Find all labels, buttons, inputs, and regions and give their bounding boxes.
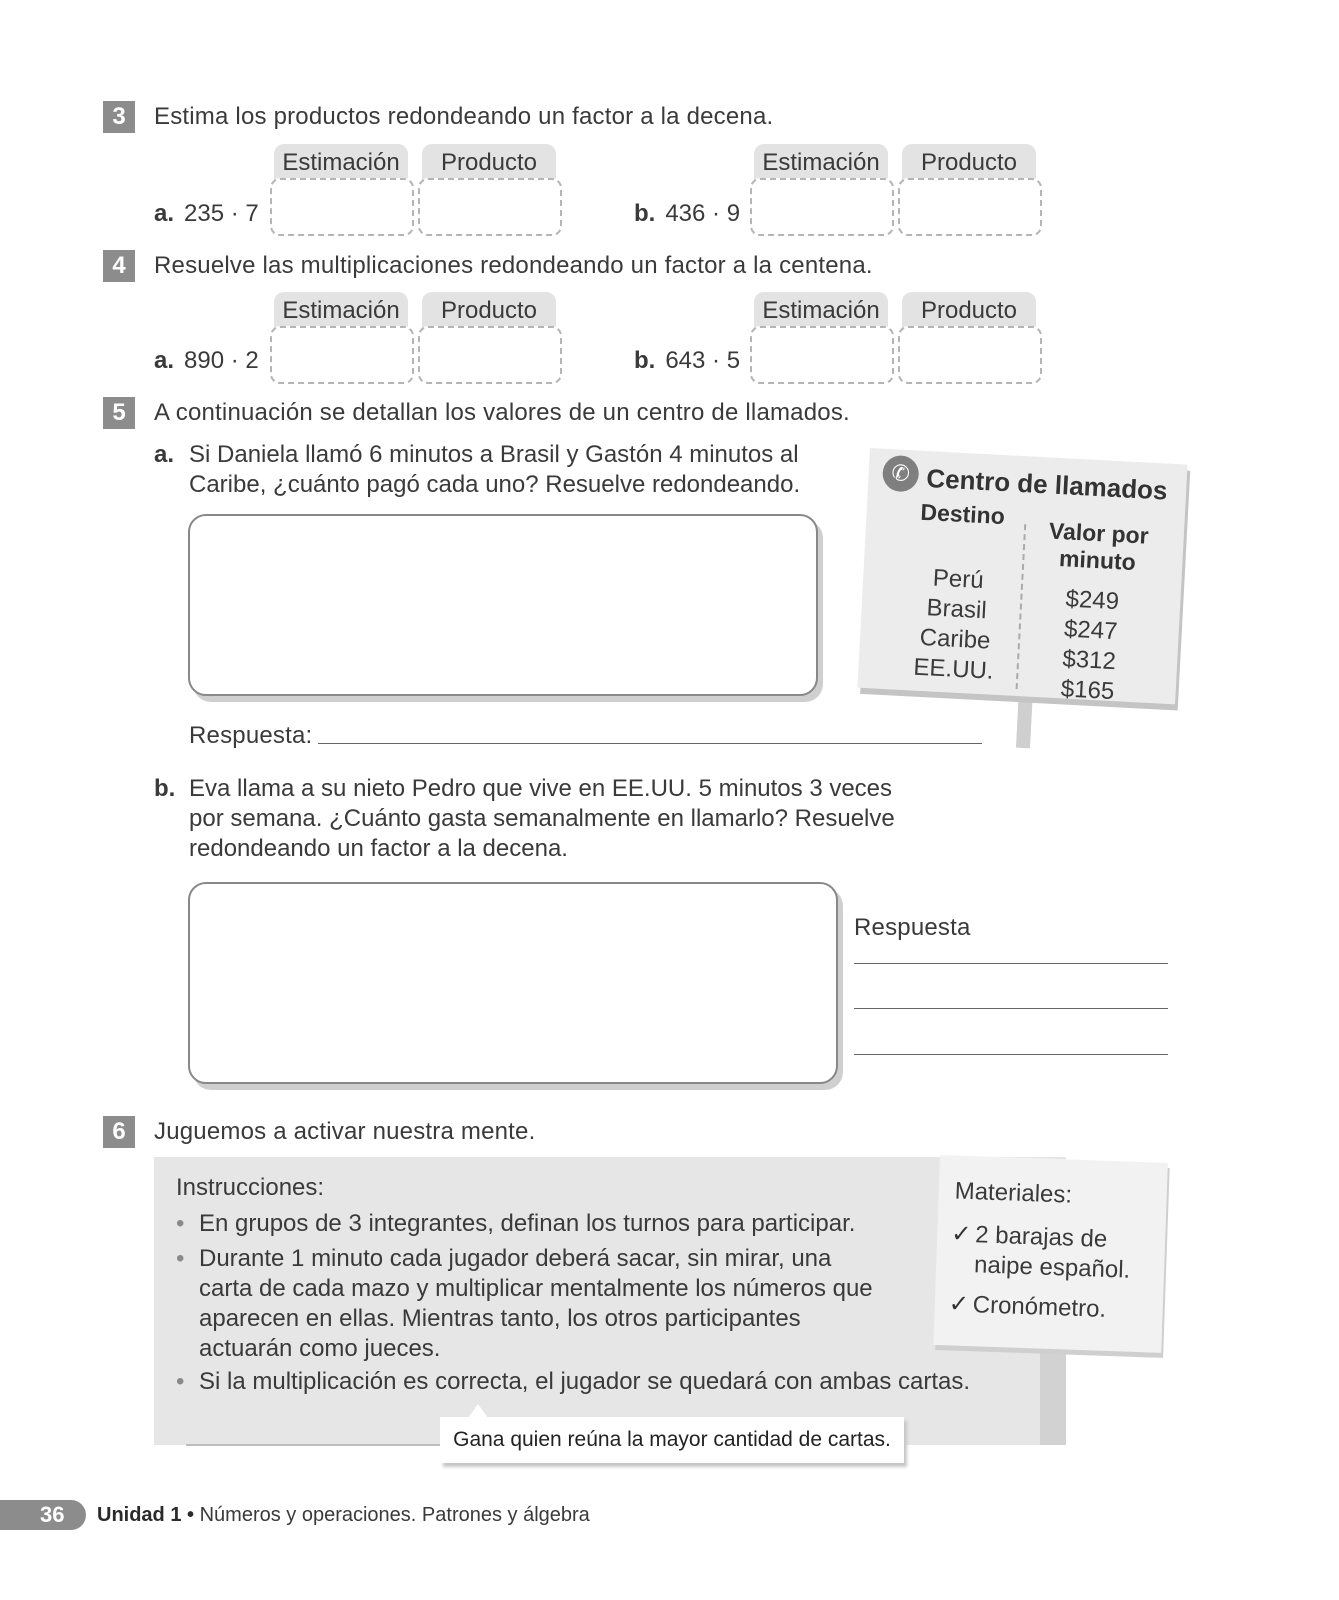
item-letter: a.	[154, 347, 175, 374]
column-divider	[1016, 524, 1027, 689]
multiplication-expression: 235 · 7	[184, 200, 259, 227]
item-letter: a.	[154, 441, 175, 468]
callout-pointer	[468, 1404, 488, 1418]
task-number-badge: 3	[103, 101, 135, 133]
item-letter: b.	[634, 347, 656, 374]
question-b	[154, 774, 929, 864]
column-header-producto: Producto	[902, 292, 1036, 328]
materials-card	[933, 1155, 1167, 1353]
task-title: Estima los productos redondeando un factor a la decena.	[154, 103, 774, 130]
item-b	[634, 200, 740, 228]
task-title: A continuación se detallan los valores de un centro de llamados.	[154, 399, 850, 426]
footer-unit	[97, 1500, 590, 1530]
instruction-text: Durante 1 minuto cada jugador deberá sacar, sin mirar, una carta de cada mazo y multiplicar mentalmente los números que aparecen en ellas. Mientras tanto, los otros participantes actuarán como jueces.	[199, 1245, 873, 1362]
instruction-text: Si la multiplicación es correcta, el jugador se quedará con ambas cartas.	[199, 1368, 971, 1395]
destino-cell: EE.UU.	[912, 653, 995, 685]
column-header-producto: Producto	[422, 144, 556, 180]
producto-answer-box[interactable]	[898, 326, 1042, 384]
page-number: 36	[40, 1502, 65, 1527]
column-header-producto: Producto	[422, 292, 556, 328]
column-header-estimacion: Estimación	[754, 292, 888, 328]
multiplication-expression: 436 · 9	[665, 200, 741, 227]
item-letter: b.	[634, 200, 656, 227]
valor-cell: $247	[1063, 615, 1119, 646]
checkmark-icon: ✓	[948, 1290, 970, 1319]
multiplication-expression: 643 · 5	[665, 347, 741, 374]
column-header-estimacion: Estimación	[274, 144, 408, 180]
unit-subtitle: Números y operaciones. Patrones y álgebra	[199, 1504, 590, 1526]
panel-bottom-line	[186, 1444, 440, 1446]
column-header-estimacion: Estimación	[754, 144, 888, 180]
valor-cell: $312	[1061, 645, 1117, 676]
call-center-table	[857, 448, 1187, 704]
destino-cell: Caribe	[919, 623, 992, 655]
callout-note: Gana quien reúna la mayor cantidad de cartas.	[440, 1417, 904, 1463]
question-text: Eva llama a su nieto Pedro que vive en EE.UU. 5 minutos 3 veces por semana. ¿Cuánto gasta semanalmente en llamarlo? Resuelve redondeando un factor a la decena.	[189, 775, 895, 862]
checkmark-icon: ✓	[950, 1220, 972, 1249]
panel-fold	[1040, 1345, 1066, 1445]
destino-cell: Perú	[932, 564, 985, 595]
answer-line[interactable]	[854, 963, 1168, 964]
destino-cell: Brasil	[925, 594, 988, 625]
producto-answer-box[interactable]	[418, 326, 562, 384]
estimacion-answer-box[interactable]	[270, 178, 414, 236]
item-letter: b.	[154, 775, 176, 802]
answer-line[interactable]	[318, 743, 982, 744]
material-text: Cronómetro.	[972, 1291, 1107, 1323]
item-a	[154, 347, 259, 375]
column-header-producto: Producto	[902, 144, 1036, 180]
column-header-valor: Valor por minuto	[1048, 517, 1150, 576]
column-header-destino: Destino	[919, 498, 1006, 530]
answer-line[interactable]	[854, 1008, 1168, 1009]
multiplication-expression: 890 · 2	[184, 347, 259, 374]
bullet-icon: •	[176, 1245, 185, 1272]
task-number-badge: 6	[103, 1116, 135, 1148]
producto-answer-box[interactable]	[418, 178, 562, 236]
valores-column	[1037, 583, 1143, 708]
task-number-badge: 4	[103, 250, 135, 282]
work-area-b[interactable]	[188, 882, 838, 1084]
table-title: Centro de llamados	[925, 463, 1169, 506]
unit-label: Unidad 1	[97, 1504, 182, 1526]
valor-cell: $249	[1064, 585, 1120, 616]
estimacion-answer-box[interactable]	[270, 326, 414, 384]
task-title: Resuelve las multiplicaciones redondeando un factor a la centena.	[154, 252, 873, 279]
answer-line[interactable]	[854, 1054, 1168, 1055]
answer-label: Respuesta:	[189, 722, 313, 749]
estimacion-answer-box[interactable]	[750, 178, 894, 236]
item-letter: a.	[154, 200, 175, 227]
task-title: Juguemos a activar nuestra mente.	[154, 1118, 536, 1145]
item-b	[634, 347, 740, 375]
question-text: Si Daniela llamó 6 minutos a Brasil y Gastón 4 minutos al Caribe, ¿cuánto pagó cada uno? Resuelve redondeando.	[189, 441, 801, 498]
column-header-estimacion: Estimación	[274, 292, 408, 328]
destinos-column	[898, 562, 1014, 688]
bullet-icon: •	[176, 1210, 185, 1237]
bullet-icon: •	[176, 1368, 185, 1395]
producto-answer-box[interactable]	[898, 178, 1042, 236]
material-text: 2 barajas de naipe español.	[973, 1221, 1131, 1284]
work-area-a[interactable]	[188, 514, 818, 696]
question-a	[154, 440, 839, 500]
estimacion-answer-box[interactable]	[750, 326, 894, 384]
instructions-title: Instrucciones:	[176, 1174, 325, 1201]
answer-label: Respuesta	[854, 914, 971, 941]
valor-cell: $165	[1060, 675, 1115, 706]
item-a	[154, 200, 259, 228]
instruction-text: En grupos de 3 integrantes, definan los turnos para participar.	[199, 1210, 856, 1237]
materials-title: Materiales:	[954, 1177, 1073, 1209]
phone-icon: ✆	[882, 455, 920, 493]
separator: •	[187, 1504, 195, 1526]
task-number-badge: 5	[103, 397, 135, 429]
